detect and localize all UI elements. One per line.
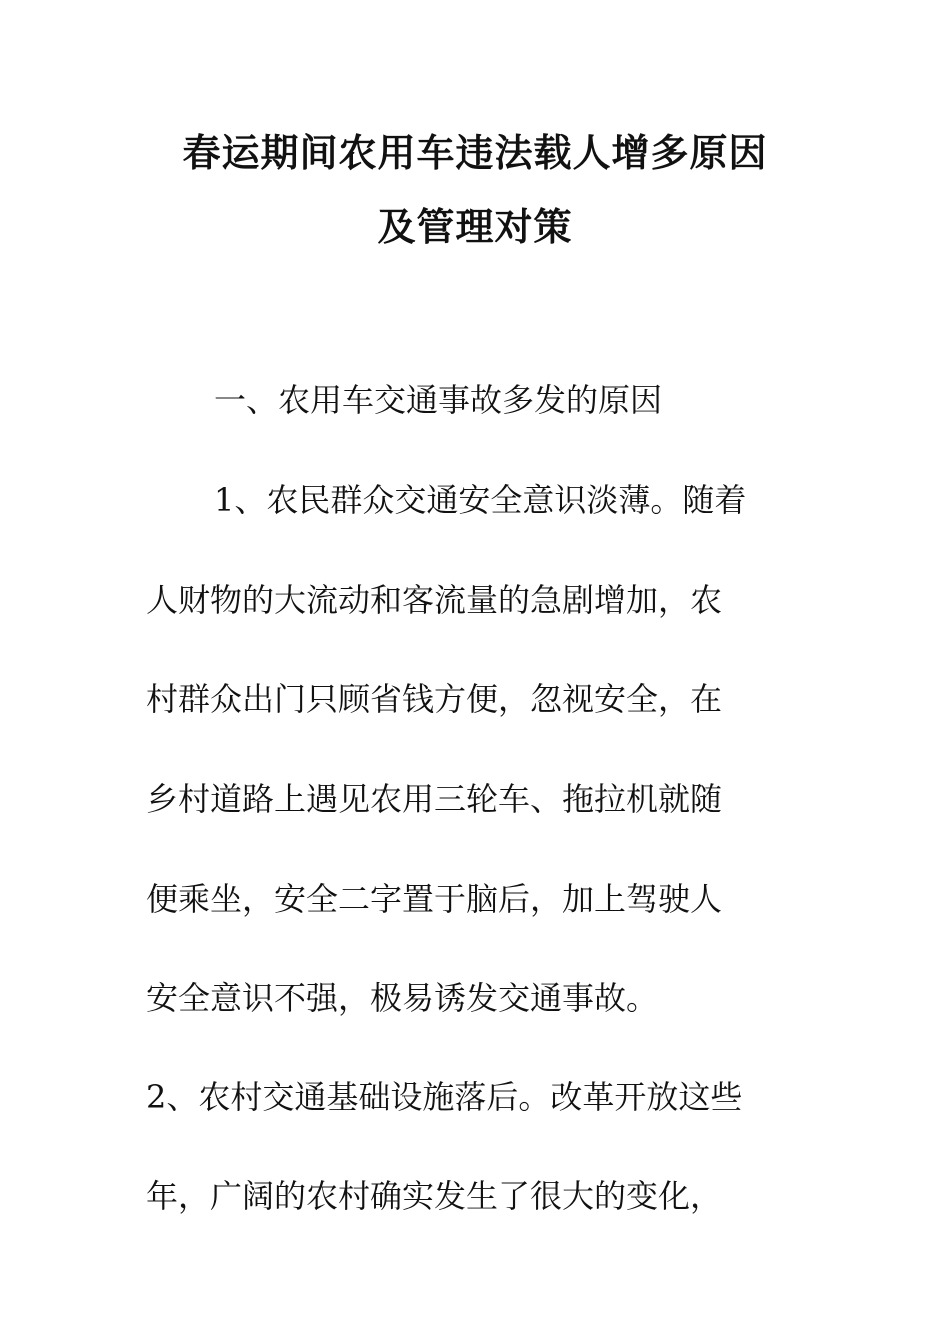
body-text-line: 人财物的大流动和客流量的急剧增加，农 — [146, 581, 723, 619]
body-text-line: 年，广阔的农村确实发生了很大的变化， — [146, 1177, 723, 1215]
body-text-line: 便乘坐，安全二字置于脑后，加上驾驶人 — [146, 880, 723, 918]
body-text-line: 2、农村交通基础设施落后。改革开放这些 — [146, 1078, 743, 1116]
body-text-line: 1、农民群众交通安全意识淡薄。随着 — [214, 481, 747, 519]
document-title-line-1: 春运期间农用车违法载人增多原因 — [182, 131, 768, 175]
section-heading-1: 一、农用车交通事故多发的原因 — [214, 381, 663, 419]
body-text-line: 安全意识不强，极易诱发交通事故。 — [146, 979, 659, 1017]
body-text-line: 乡村道路上遇见农用三轮车、拖拉机就随 — [146, 780, 723, 818]
document-title-line-2: 及管理对策 — [377, 205, 573, 249]
body-text-line: 村群众出门只顾省钱方便，忽视安全，在 — [146, 680, 723, 718]
